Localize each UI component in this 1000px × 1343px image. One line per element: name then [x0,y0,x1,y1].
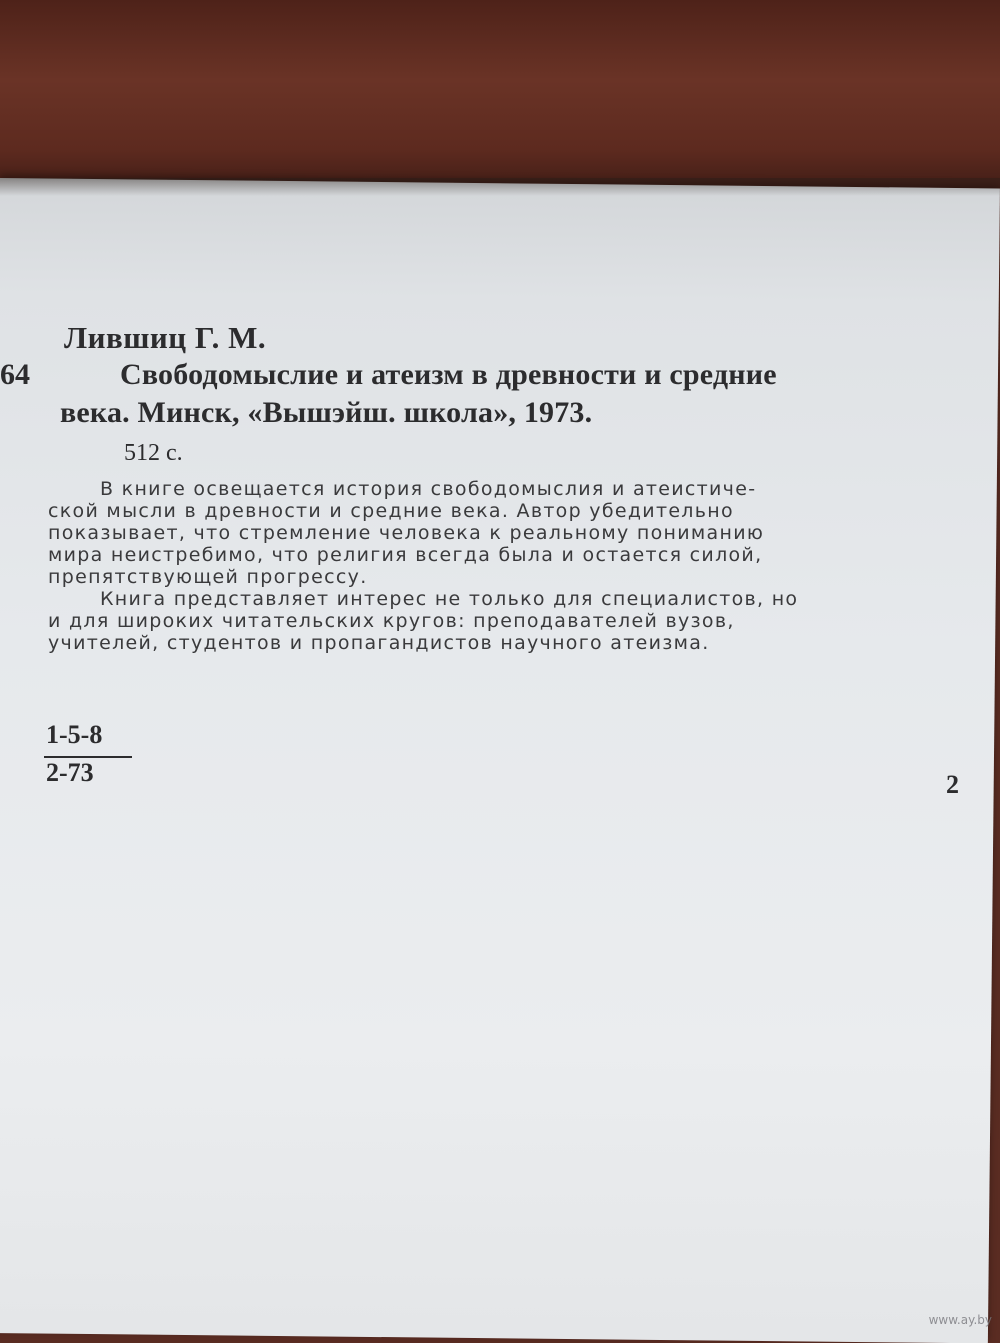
abstract-line: В книге освещается история свободомыслия и атеистиче- [100,478,757,500]
abstract-line: показывает, что стремление человека к реальному пониманию [48,522,765,544]
abstract-line: ской мысли в древности и средние века. Автор убедительно [48,500,734,522]
abstract [48,478,968,654]
title-line-1: Свободомыслие и атеизм в древности и средние [120,358,777,391]
abstract-line: и для широких читательских кругов: преподавателей вузов, [48,610,735,632]
page-number: 2 [946,770,959,799]
author-name: Лившиц Г. М. [64,320,267,355]
code-numerator: 1-5-8 [46,720,103,749]
abstract-line: Книга представляет интерес не только для специалистов, но [100,588,799,610]
title-line-2: века. Минск, «Вышэйш. школа», 1973. [60,396,593,429]
watermark: www.ay.by [928,1313,992,1327]
abstract-line: препятствующей прогрессу. [48,566,368,588]
abstract-line: учителей, студентов и пропагандистов научного атеизма. [48,632,710,654]
page-count: 512 с. [124,440,183,466]
classification-number: 64 [0,358,30,391]
table-surface [0,0,1000,200]
abstract-line: мира неистребимо, что религия всегда была и остается силой, [48,544,763,566]
code-denominator: 2-73 [46,758,94,787]
